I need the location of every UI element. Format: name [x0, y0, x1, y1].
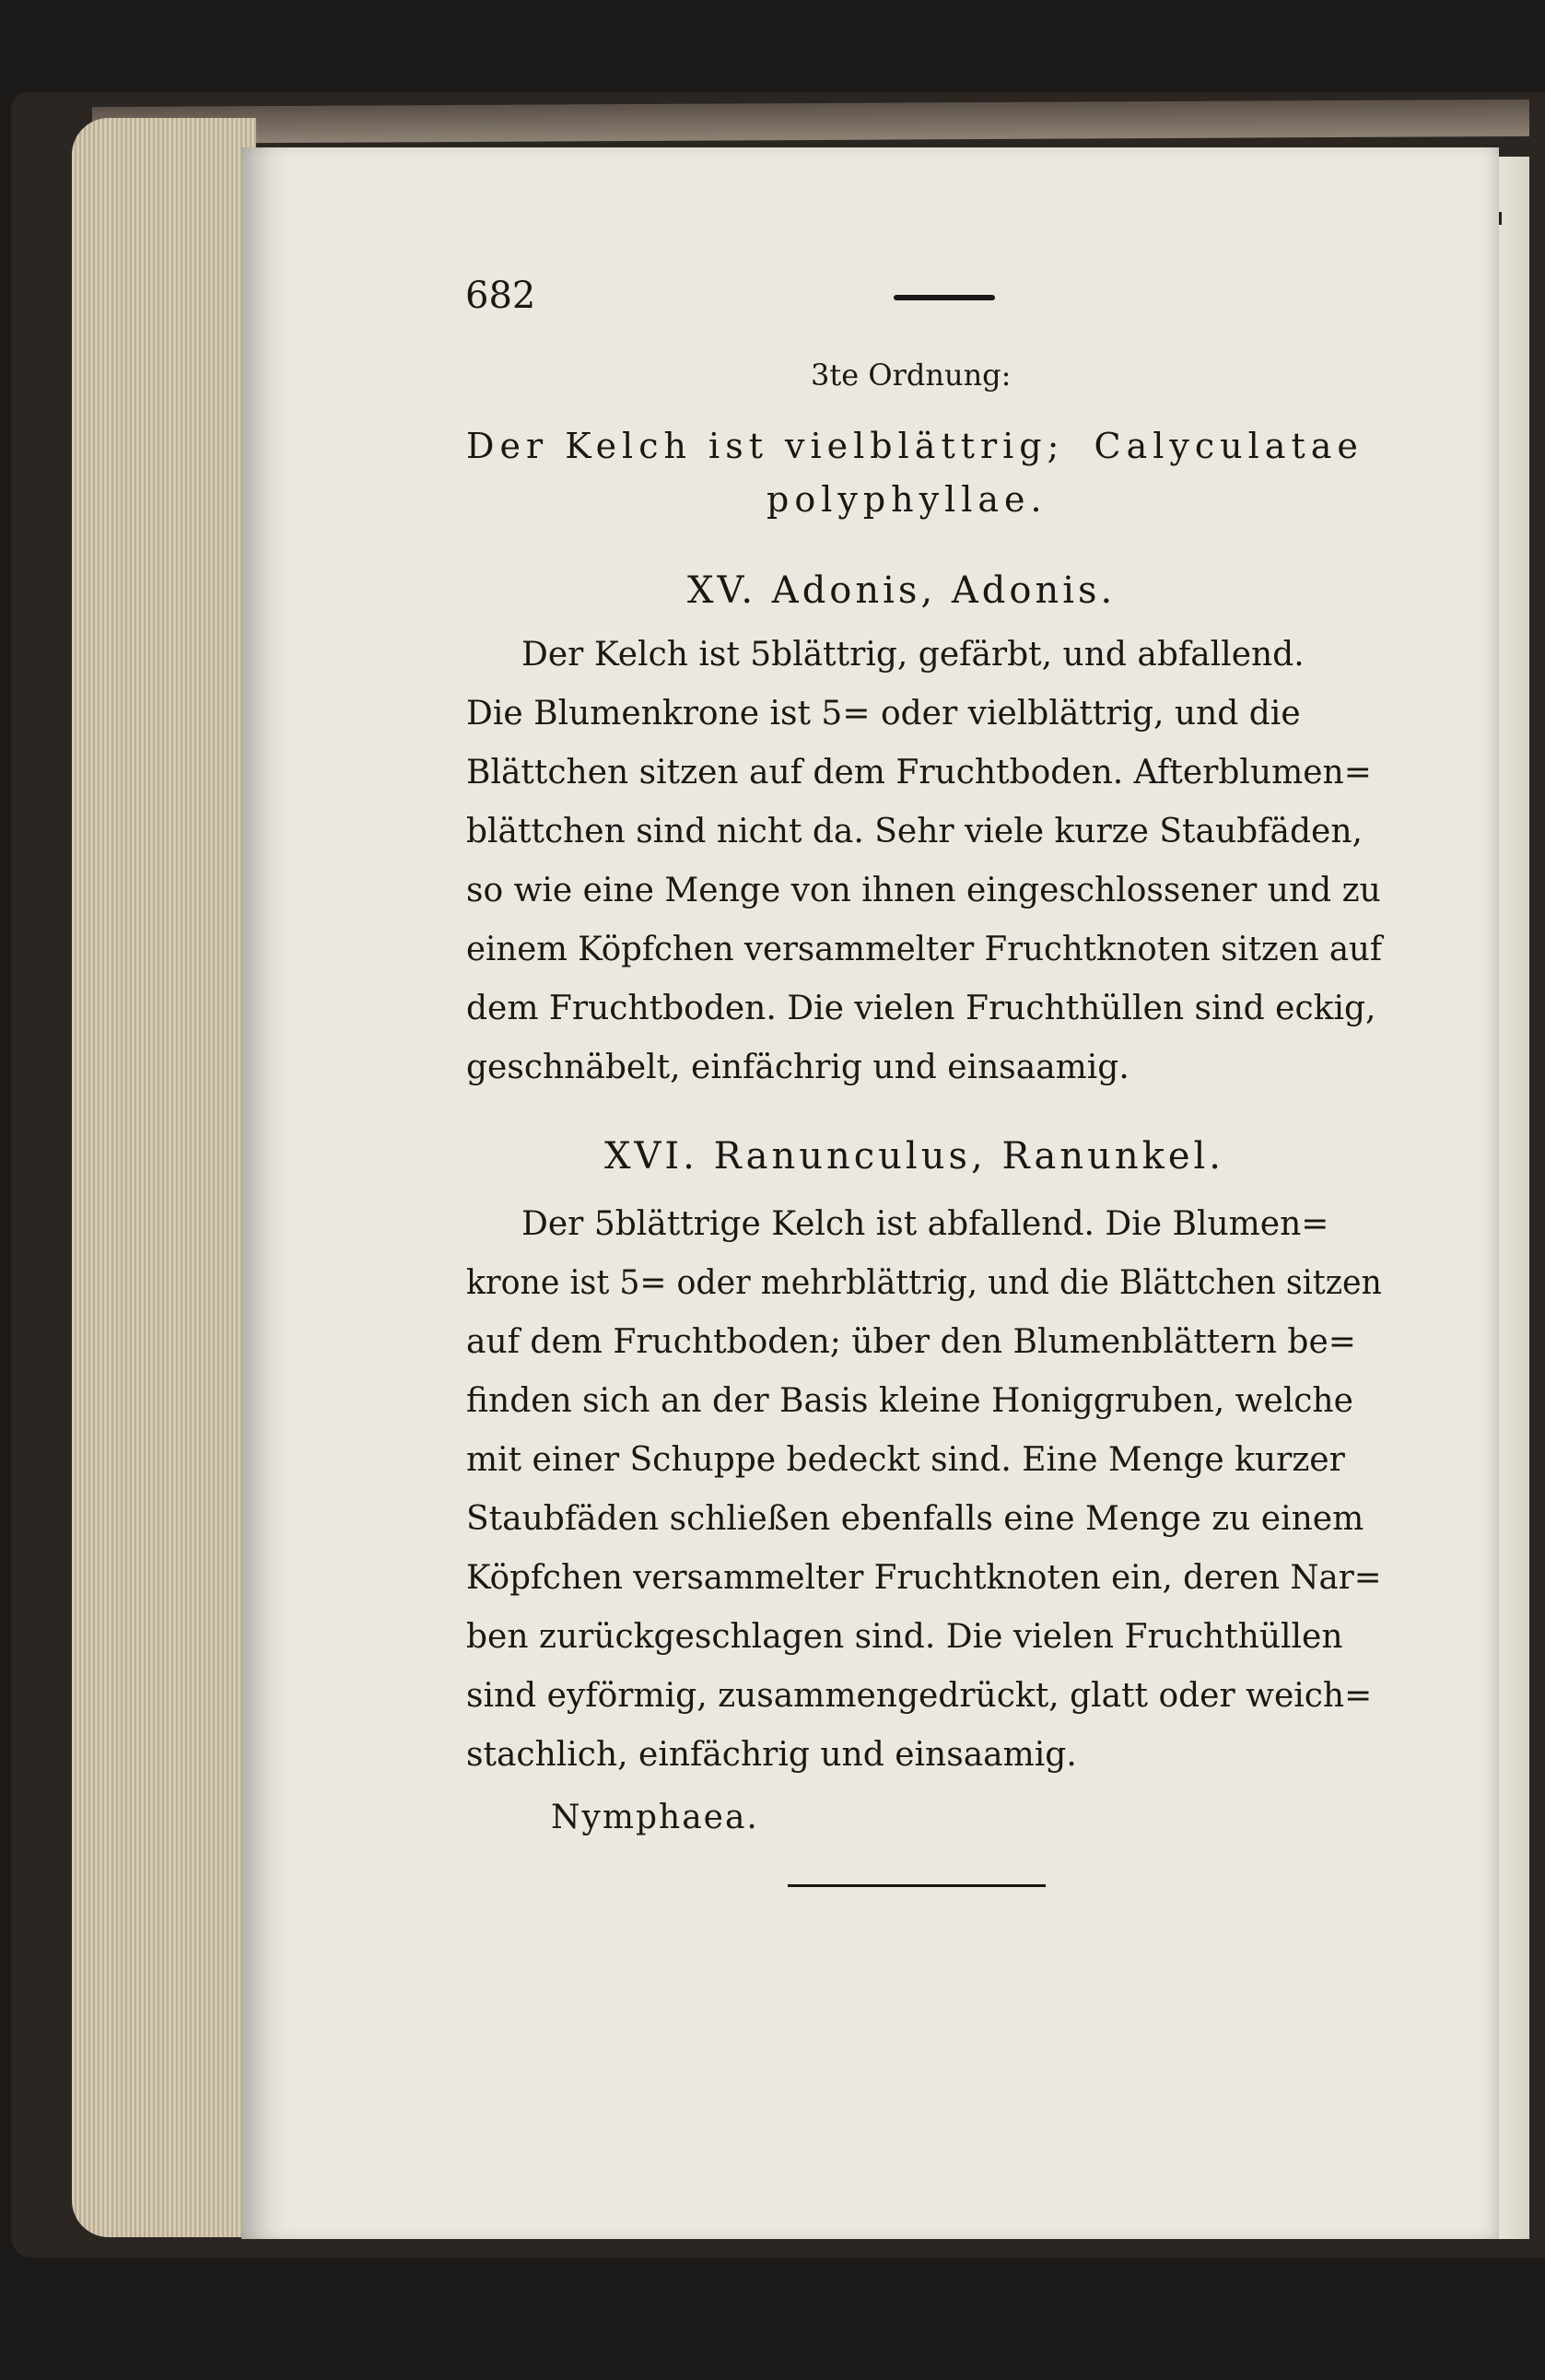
section-line: Köpfchen versammelter Fruchtknoten ein, deren Nar= — [466, 1559, 1382, 1597]
section-line: einem Köpfchen versammelter Fruchtknoten sitzen auf — [466, 931, 1383, 968]
section-line: stachlich, einfächrig und einsaamig. — [466, 1736, 1077, 1774]
subtitle-german: Der Kelch ist vielblättrig; — [466, 426, 1065, 466]
section-line: Der Kelch ist 5blättrig, gefärbt, und abfallend. — [521, 636, 1305, 674]
page-edges-top — [92, 100, 1529, 144]
section-line: finden sich an der Basis kleine Honiggruben, welche — [466, 1382, 1353, 1420]
subtitle-latin-1: Calyculatae — [1094, 426, 1364, 466]
section-heading-adonis: XV. Adonis, Adonis. — [687, 569, 1117, 612]
section-line: blättchen sind nicht da. Sehr viele kurze Staubfäden, — [466, 813, 1363, 850]
subtitle-latin-2: polyphyllae. — [767, 479, 1048, 520]
page-edges — [72, 118, 256, 2237]
section-line: Die Blumenkrone ist 5= oder vielblättrig, und die — [466, 695, 1301, 733]
section-line: mit einer Schuppe bedeckt sind. Eine Menge kurzer — [466, 1441, 1345, 1479]
subtitle-line-1 — [466, 426, 1364, 466]
section-line: Der 5blättrige Kelch ist abfallend. Die Blumen= — [521, 1205, 1329, 1243]
section-line: ben zurückgeschlagen sind. Die vielen Fruchthüllen — [466, 1618, 1343, 1656]
section-line: dem Fruchtboden. Die vielen Fruchthüllen sind eckig, — [466, 990, 1376, 1027]
section-line: Staubfäden schließen ebenfalls eine Menge zu einem — [466, 1500, 1364, 1538]
order-heading: 3te Ordnung: — [811, 358, 1012, 393]
section-line: so wie eine Menge von ihnen eingeschlossener und zu — [466, 872, 1381, 909]
section-line: geschnäbelt, einfächrig und einsaamig. — [466, 1049, 1129, 1086]
section-line: auf dem Fruchtboden; über den Blumenblättern be= — [466, 1323, 1356, 1361]
closing-rule — [788, 1884, 1046, 1887]
page-number: 682 — [465, 275, 536, 317]
section-line: krone ist 5= oder mehrblättrig, und die Blättchen sitzen — [466, 1264, 1382, 1302]
section-heading-ranunculus: XVI. Ranunculus, Ranunkel. — [604, 1135, 1225, 1178]
section-line: sind eyförmig, zusammengedrückt, glatt oder weich= — [466, 1677, 1373, 1715]
section-line: Blättchen sitzen auf dem Fruchtboden. Afterblumen= — [466, 754, 1372, 791]
header-ornament — [894, 295, 995, 300]
closing-genus: Nymphaea. — [551, 1799, 759, 1836]
